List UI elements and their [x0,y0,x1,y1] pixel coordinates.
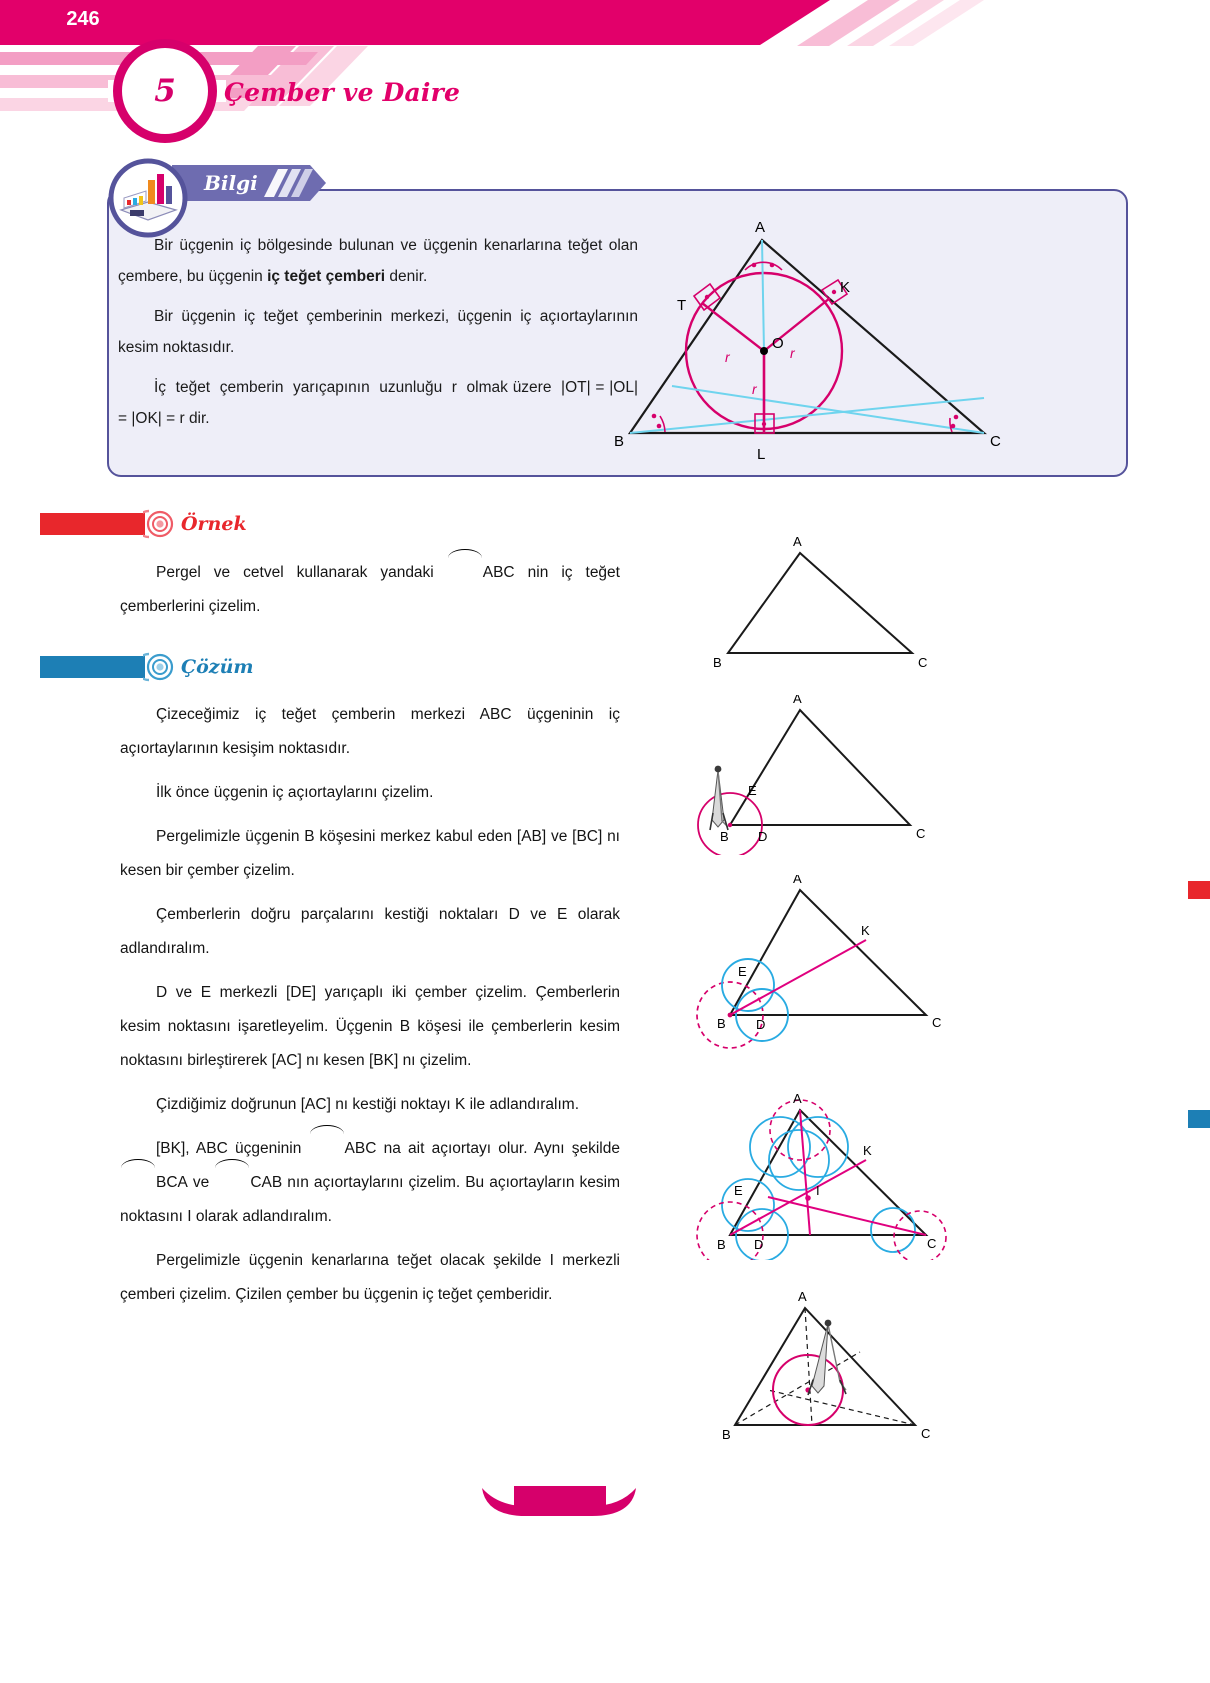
incenter-dot [760,347,768,355]
label-a: A [755,219,766,236]
cozum-paragraph-7: [BK], ABC üçgeninin ABC na ait açıortayı olur. Aynı şekilde BCA ve CAB nın açıortaylarını çizelim. Bu açıortayların kesim noktasını I olarak adlandıralım. [120,1132,620,1234]
bilgi-icon-chart-2 [157,174,164,204]
cozum-paragraph-1: Çizeceğimiz iç teğet çemberin merkezi ABC üçgeninin iç açıortaylarının kesişim noktasıdır. [120,706,620,757]
side-tab-blue [1188,1110,1210,1128]
ornek-paragraph-1: Pergel ve cetvel kullanarak yandaki ABC nin iç teğet çemberlerini çizelim. [120,556,620,624]
ribbon-center [514,1486,606,1508]
label-k: K [861,923,870,938]
label-a: A [793,875,802,886]
label-e: E [738,964,747,979]
angle-dot-b2 [657,424,662,429]
circle-e [722,1179,774,1231]
figure-step-1-triangle [700,535,970,685]
right-angle-t-dot [705,295,709,299]
label-c: C [932,1015,942,1030]
angle-dot-a2 [770,263,775,268]
label-r-bottom: r [752,381,757,397]
target-circle-icon [143,652,175,682]
label-o: O [772,335,784,352]
compass-tool-icon [808,1320,846,1395]
label-a: A [793,535,802,549]
side-tab-red [1188,881,1210,899]
label-r-left: r [725,349,730,365]
triangle-outline [728,553,912,653]
chapter-number-badge [113,39,217,143]
right-angle-l-dot [762,422,766,426]
cozum-paragraph-5: D ve E merkezli [DE] yarıçaplı iki çember çizelim. Çemberlerin kesim noktasını işaretleyelim. Üçgenin B köşesi ile çemberlerin kesim noktasını birleştirerek [AC] nı kesen [BK] nı çizelim. [120,984,620,1069]
bisector-dashed-a [805,1308,812,1425]
bisector-from-a [762,240,764,351]
radius-ot [702,303,764,351]
incircle-triangle-diagram [612,218,1012,468]
bilgi-icon-bar-c [139,196,143,205]
arc-overline-abc [310,1125,344,1134]
bilgi-paragraph-2: Bir üçgenin iç teğet çemberinin merkezi, üçgenin iç açıortaylarının kesim noktasıdır. [118,308,638,356]
right-angle-k-dot [832,290,836,294]
label-b: B [722,1427,731,1442]
circle-a-right [788,1117,848,1177]
figure-step-4-all-bisectors [688,1085,998,1260]
triangle-outline [730,1110,926,1235]
bilgi-icon-chart-3 [166,186,172,204]
bilgi-body-text [118,230,638,434]
label-e: E [748,783,757,798]
circle-centered-at-e [722,959,774,1011]
bilgi-icon-bar-b [133,198,137,205]
cozum-badge [40,655,254,679]
ornek-badge [40,512,247,536]
label-b: B [720,829,729,844]
ornek-icon-center [156,520,163,527]
label-b: B [614,433,625,450]
label-b: B [717,1237,726,1252]
cozum-paragraph-8: Pergelimizle üçgenin kenarlarına teğet olacak şekilde I merkezli çemberi çizelim. Çizilen çember bu üçgenin iç teğet çemberidir. [120,1252,620,1303]
figure-step-3-bisector-bk [688,875,988,1050]
label-c: C [927,1236,937,1251]
page-header [0,0,1210,150]
bisector-dashed-b [735,1352,860,1425]
label-e: E [734,1183,743,1198]
label-d: D [756,1017,766,1032]
label-c: C [918,655,928,670]
ornek-badge-label: Örnek [181,513,247,535]
label-c: C [916,826,926,841]
label-a: A [793,1091,802,1106]
angle-dot-a1 [752,263,757,268]
figure-step-2-compass-arc-at-b [688,695,978,855]
book-chart-icon [108,158,188,238]
triangle-outline [730,890,926,1015]
cozum-paragraph-3: Pergelimizle üçgenin B köşesini merkez kabul eden [AB] ve [BC] nı kesen bir çember çizelim. [120,828,620,879]
bilgi-icon-chart-1 [148,180,155,204]
ornek-body-text [120,556,620,624]
bilgi-tab-label: Bilgi [204,171,258,195]
cozum-badge-label: Çözüm [181,656,254,678]
point-b-dot [728,823,732,827]
cozum-badge-bar [40,656,145,678]
page-number-ribbon [470,1482,650,1532]
label-d: D [754,1237,764,1252]
chapter-title: Çember ve Daire [224,78,461,107]
arc-overline-bca [121,1159,155,1168]
cozum-paragraph-4: Çemberlerin doğru parçalarını kestiği noktaları D ve E olarak adlandıralım. [120,906,620,957]
bilgi-paragraph-3: İç teğet çemberin yarıçapının uzunluğu r olmak üzere |OT| = |OL| = |OK| = r dir. [118,379,638,427]
target-circle-icon [143,509,175,539]
label-r-right: r [790,345,795,361]
label-b: B [713,655,722,670]
bilgi-paragraph-1: Bir üçgenin iç bölgesinde bulunan ve üçgenin kenarlarına teğet olan çembere, bu üçgenin iç teğet çemberi denir. [118,237,638,285]
angle-dot-b1 [652,414,657,419]
cozum-paragraph-2: İlk önce üçgenin iç açıortaylarını çizelim. [156,784,434,801]
page-number: 246 [66,8,100,30]
point-b-dot [728,1013,733,1018]
cozum-icon-center [156,663,163,670]
label-t: T [677,297,687,314]
chapter-number: 5 [154,72,176,109]
incenter-dot [805,1195,811,1201]
bilgi-icon-bar-a [127,200,131,205]
label-k: K [863,1143,872,1158]
cozum-paragraph-6: Çizdiğimiz doğrunun [AC] nı kestiği noktayı K ile adlandıralım. [156,1096,580,1113]
label-b: B [717,1016,726,1031]
label-a: A [793,695,802,706]
angle-dot-c2 [951,424,956,429]
label-k: K [840,279,851,296]
label-c: C [990,433,1001,450]
cozum-body-text [120,698,620,1312]
bilgi-icon-block [130,210,144,216]
label-c: C [921,1426,931,1441]
angle-dot-c1 [954,415,959,420]
arc-overline-cab [215,1159,249,1168]
label-d: D [758,829,768,844]
ornek-badge-bar [40,513,145,535]
bisector-from-c [768,1197,926,1235]
arc-overline [448,549,482,558]
bisector-from-b [630,398,984,433]
label-l: L [757,446,766,463]
label-i: I [816,1183,820,1198]
arc-label-abc: ABC [482,564,515,581]
label-a: A [798,1290,807,1304]
figure-step-5-incircle-drawn [700,1290,990,1450]
